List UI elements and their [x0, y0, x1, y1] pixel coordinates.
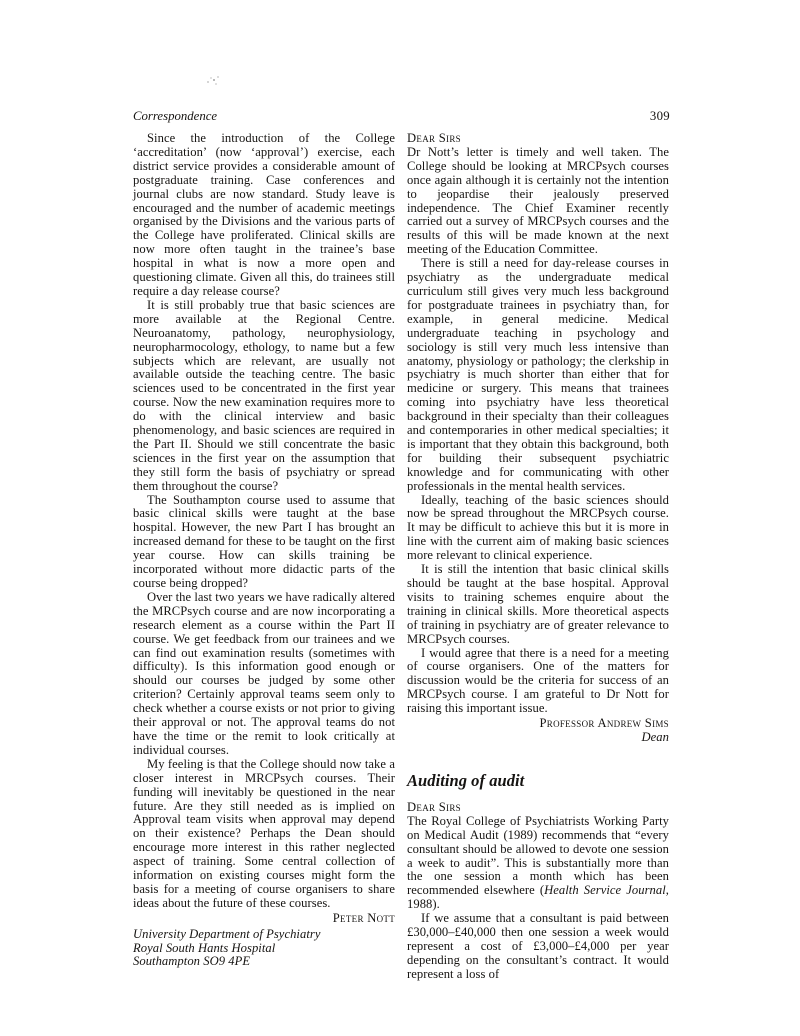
two-column-layout [133, 132, 670, 982]
sims-paragraph-3: Ideally, teaching of the basic sciences should now be spread throughout the MRCPsych course. It may be difficult to achieve this but it is more in line with the current aim of making basic sciences more relevant to clinical experience. [407, 492, 669, 563]
address-line-city: Southampton SO9 4PE [133, 954, 251, 969]
nott-paragraph-5: My feeling is that the College should now take a closer interest in MRCPsych courses. Their funding will inevitably be questioned in the near future. Are they still needed as is implied on Approval team visits when approval may depend on their existence? Perhaps the Dean should encourage more interest in this rather neglected aspect of training. Some central collection of information on existing courses might form the basis for a meeting of course organisers to share ideas about the future of these courses. [133, 756, 395, 910]
audit-paragraph-1-text: The Royal College of Psychiatrists Working Party on Medical Audit (1989) recommends that “every consultant should be allowed to devote one session a week to audit”. This is substantially more than the one session a month which has been recommended elsewhere ( [407, 813, 669, 898]
sims-paragraph-1: Dr Nott’s letter is timely and well taken. The College should be looking at MRCPsych courses once again although it is certainly not the intention to jeopardise their jealously preserved independence. The Chief Examiner recently carried out a survey of MRCPsych courses and the results of this will be made known at the next meeting of the Education Committee. [407, 144, 669, 257]
right-column [407, 132, 669, 982]
audit-letter [407, 772, 669, 982]
sims-paragraph-5: I would agree that there is a need for a meeting of course organisers. One of the matters for discussion would be the criteria for success of an MRCPsych course. I am grateful to Dr Nott for raising this important issue. [407, 645, 669, 716]
audit-letter-title: Auditing of audit [407, 770, 525, 790]
nott-paragraph-3: The Southampton course used to assume that basic clinical skills were taught at the base hospital. However, the new Part I has brought an increased demand for these to be taught on the first year course. How can skills training be incorporated without more didactic parts of the course being dropped? [133, 492, 395, 590]
scan-artifact [213, 79, 215, 81]
page-content [133, 109, 670, 982]
audit-paragraph-2: If we assume that a consultant is paid between £30,000–£40,000 then one session a week would represent a cost of £3,000–£4,000 per year depending on the consultant’s contract. It would represent a loss of [407, 911, 669, 981]
nott-paragraph-2: It is still probably true that basic sciences are more available at the Regional Centre. Neuroanatomy, pathology, neurophysiology, neuropharmocology, ethology, to name but a few subjects which are relevant, are usually not available outside the teaching centre. The basic sciences used to be concentrated in the first year course. Now the new examination requires more to do with the clinical interview and basic phenomenology, and basic sciences are required in the Part II. Should we still concentrate the basic sciences in the first year on the assumption that they still form the basis of psychiatry or spread them throughout the course? [133, 297, 395, 493]
audit-paragraph-1 [407, 815, 669, 912]
left-column [133, 132, 395, 982]
nott-signature: Peter Nott [332, 910, 395, 925]
nott-paragraph-4: Over the last two years we have radically altered the MRCPsych course and are now incorporating a research element as a course within the Part II course. We get feedback from our trainees and we can find out examination results (sometimes with difficulty). Is this information good enough or should our courses be judged by some other criterion? Certainly approval teams seem only to check whether a course exists or not prior to giving their approval or not. The approval teams do not have the time or the remit to look critically at individual courses. [133, 589, 395, 757]
audit-paragraph-1-citation-end: , 1988). [407, 883, 669, 912]
page-header [133, 109, 670, 123]
sims-salutation: Dear Sirs [407, 131, 461, 145]
journal-name-italic: Health Service Journal [544, 883, 666, 898]
sims-signature-role: Dean [641, 729, 669, 744]
sims-signature: Professor Andrew Sims [539, 716, 669, 731]
sims-paragraph-2: There is still a need for day-release courses in psychiatry as the undergraduate medical curriculum still gives very much less background for postgraduate trainees in psychiatry than, for example, in general medicine. Medical undergraduate teaching in psychology and sociology is still very much less intensive than anatomy, physiology or pathology; the clerkship in psychiatry is much shorter than either that for medicine or surgery. This means that trainees coming into psychiatry have less theoretical background in their specialty than their colleagues and contemporaries in other medical specialties; it is important that they obtain this background, both for building their subsequent psychiatric knowledge and for communicating with other professionals in the mental health services. [407, 256, 669, 493]
page-number: 309 [649, 109, 670, 123]
nott-letter [133, 132, 395, 969]
address-line-hospital: Royal South Hants Hospital [133, 940, 276, 955]
nott-paragraph-1: Since the introduction of the College ‘accreditation’ (now ‘approval’) exercise, each district service provides a considerable amount of postgraduate training. Case conferences and journal clubs are now standard. Study leave is encouraged and the number of academic meetings organised by the Divisions and the various parts of the College have proliferated. Clinical skills are now more often taught in the trainee’s base hospital in what is now a more open and questioning climate. Given all this, do trainees still require a day release course? [133, 131, 395, 298]
address-line-institution: University Department of Psychiatry [133, 926, 321, 941]
sims-paragraph-4: It is still the intention that basic clinical skills should be taught at the base hospital. Approval visits to training schemes enquire about the training in clinical skills. More theoretical aspects of training in psychiatry are of greater relevance to MRCPsych courses. [407, 562, 669, 646]
running-head: Correspondence [133, 109, 218, 123]
audit-salutation: Dear Sirs [407, 799, 461, 814]
sims-letter [407, 132, 669, 745]
nott-address [133, 928, 395, 970]
